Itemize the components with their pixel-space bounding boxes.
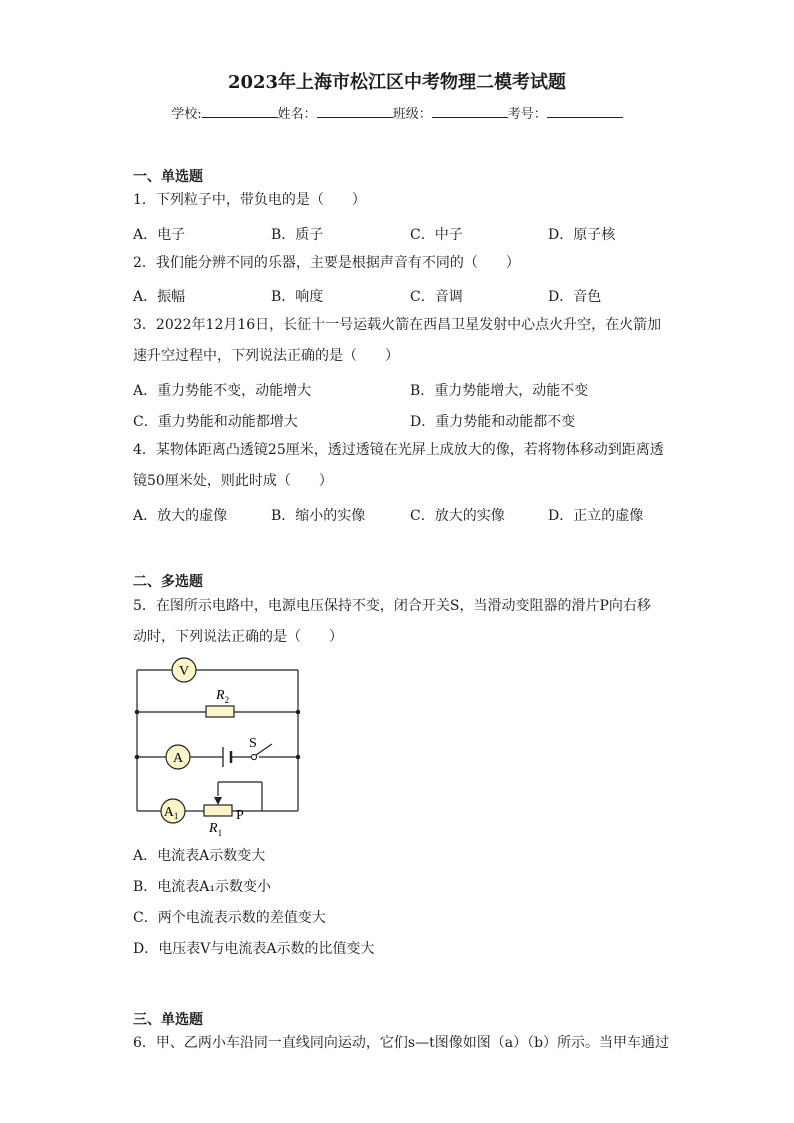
question-5-stem-line1: 5．在图所示电路中，电源电压保持不变，闭合开关S，当滑动变阻器的滑片P向右移 [133,598,651,614]
page-title: 2023年上海市松江区中考物理二模考试题 [227,72,567,93]
q1-option-a[interactable]: A．电子 [133,227,186,243]
question-5-stem-line2: 动时，下列说法正确的是（ ） [133,629,343,645]
q1-option-c[interactable]: C．中子 [410,227,463,243]
section-heading: 二、多选题 [133,574,203,590]
question-1-stem: 1．下列粒子中，带负电的是（ ） [133,192,366,208]
q5-option-a[interactable]: A．电流表A示数变大 [133,848,266,864]
question-3-stem-line1: 3．2022年12月16日，长征十一号运载火箭在西昌卫星发射中心点火升空，在火箭加 [133,317,662,333]
circuit-diagram [120,650,320,840]
r1-label [208,821,222,838]
voltmeter-label: V [178,664,190,679]
q5-option-b[interactable]: B．电流表A₁示数变小 [133,879,272,895]
q4-option-c[interactable]: C．放大的实像 [410,508,505,524]
switch-label: S [249,736,257,751]
school-blank[interactable] [202,105,278,118]
slider-label: P [236,808,244,823]
number-label: 考号： [507,107,547,122]
section-heading: 三、单选题 [133,1012,203,1028]
ammeter1-label-main: A [163,805,174,820]
class-blank[interactable] [432,105,508,118]
switch-pivot [251,754,256,759]
name-blank[interactable] [317,105,393,118]
ammeter1-label-sub: 1 [173,811,179,821]
student-info-line [0,103,794,122]
q4-option-b[interactable]: B．缩小的实像 [271,508,366,524]
q3-option-d[interactable]: D．重力势能和动能都不变 [410,414,576,430]
question-4-stem-line1: 4．某物体距离凸透镜25厘米，透过透镜在光屏上成放大的像，若将物体移动到距离透 [133,442,664,458]
r2-label [215,688,229,705]
slider-arrow [214,797,222,805]
q1-option-d[interactable]: D．原子核 [548,227,616,243]
question-4-stem-line2: 镜50厘米处，则此时成（ ） [133,473,333,489]
r2-label-sub: 2 [224,695,230,705]
question-6-stem-line1: 6．甲、乙两小车沿同一直线同向运动，它们s—t图像如图（a）（b）所示。当甲车通过 [133,1035,670,1051]
q5-option-c[interactable]: C．两个电流表示数的差值变大 [133,910,326,926]
q1-option-b[interactable]: B．质子 [271,227,324,243]
section-heading: 一、单选题 [133,169,203,185]
q2-option-c[interactable]: C．音调 [410,289,463,305]
q3-option-c[interactable]: C．重力势能和动能都增大 [133,414,298,430]
junction-dot [135,755,140,760]
q3-option-b[interactable]: B．重力势能增大，动能不变 [410,383,589,399]
q2-option-a[interactable]: A．振幅 [133,289,186,305]
q4-option-a[interactable]: A．放大的虚像 [133,508,228,524]
ammeter-label: A [172,751,184,766]
q2-option-d[interactable]: D．音色 [548,289,602,305]
name-label: 姓名： [277,107,317,122]
question-2-stem: 2．我们能分辨不同的乐器，主要是根据声音有不同的（ ） [133,255,520,271]
q3-option-a[interactable]: A．重力势能不变，动能增大 [133,383,312,399]
class-label: 班级： [392,107,432,122]
q2-option-b[interactable]: B．响度 [271,289,324,305]
resistor-r2 [206,706,234,717]
r1-label-main: R [209,821,218,836]
junction-dot [296,755,301,760]
school-label: 学校: [171,107,202,122]
r2-label-main: R [216,688,225,703]
junction-dot [296,710,301,715]
junction-dot [135,710,140,715]
r1-label-sub: 1 [217,828,223,838]
rheostat-r1 [204,805,232,816]
q4-option-d[interactable]: D．正立的虚像 [548,508,644,524]
q5-option-d[interactable]: D．电压表V与电流表A示数的比值变大 [133,941,375,957]
question-3-stem-line2: 速升空过程中，下列说法正确的是（ ） [133,348,399,364]
number-blank[interactable] [547,105,623,118]
